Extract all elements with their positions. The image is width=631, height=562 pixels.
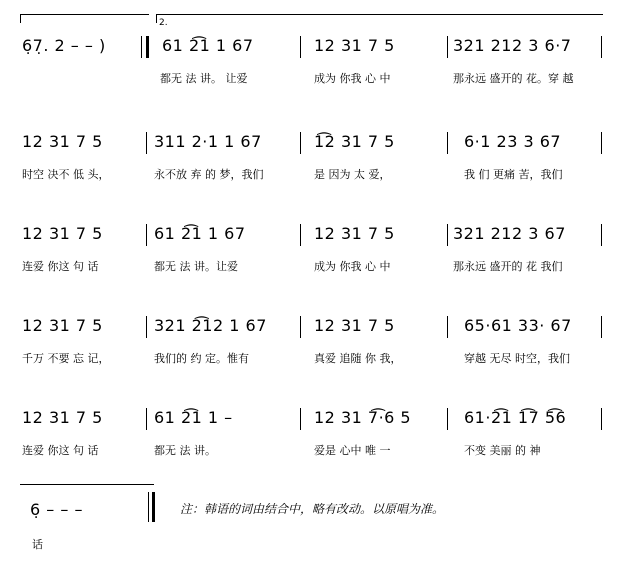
lyric-line: 成为 你我 心 中 [314,260,391,273]
volta-label-2: 2. [159,18,168,28]
barline [601,316,602,338]
barline [447,408,448,430]
measure-notes: 12 31 7 5 [22,224,103,243]
barline [447,36,448,58]
barline [601,224,602,246]
barline [146,224,147,246]
lyric-line: 爱是 心中 唯 一 [314,444,391,457]
measure-notes: 321 2͡12 1 67 [154,316,267,335]
barline [300,224,301,246]
barline [146,408,147,430]
lyric-line: 时空 决不 低 头， [22,168,110,181]
lyric-line: 都无 法 讲。 让爱 [160,72,248,85]
barline [300,408,301,430]
volta-bracket-1 [20,14,149,23]
measure-notes: 321 212 3 6·7 [453,36,572,55]
score-system-2 [0,130,631,190]
measure-notes: 12 31 7͡·6 5 [314,408,412,427]
barline [601,132,602,154]
measure-notes: 321 212 3 67 [453,224,566,243]
final-barline-thick [152,492,155,522]
lyric-line: 不变 美丽 的 神 [464,444,541,457]
barline [300,316,301,338]
lyric-line: 是 因为 太 爱， [314,168,391,181]
lyric-line: 我们的 约 定。惟有 [154,352,249,365]
barline [300,132,301,154]
lyric-line: 那永远 盛开的 花 我们 [453,260,563,273]
lyric-line: 成为 你我 心 中 [314,72,391,85]
lyric-line: 千万 不要 忘 记， [22,352,110,365]
lyric-line: 话 [32,538,43,551]
score-system-3 [0,222,631,282]
measure-notes: 61 2͡1 1 – [154,408,233,427]
barline [447,316,448,338]
footnote: 注：韩语的词由结合中，略有改动。以原唱为准。 [180,502,445,516]
measure-notes: 61 2͡1 1 67 [162,36,254,55]
measure-notes: 65·61 33· 67 [464,316,572,335]
score-system-6 [0,498,631,558]
barline [146,132,147,154]
measure-notes: 12 31 7 5 [22,316,103,335]
lyric-line: 穿越 无尽 时空，我们 [464,352,570,365]
volta-bracket-2 [156,14,603,23]
lyric-line: 都无 法 讲。让爱 [154,260,238,273]
measure-notes: 12 31 7 5 [314,316,395,335]
measure-notes: 6̣ – – – [30,500,83,519]
barline [447,132,448,154]
score-system-5 [0,406,631,466]
measure-notes: 12 31 7 5 [314,36,395,55]
score-system-4 [0,314,631,374]
lyric-line: 连爱 你这 句 话 [22,444,99,457]
lyric-line: 连爱 你这 句 话 [22,260,99,273]
measure-notes: 12 31 7 5 [22,132,103,151]
score-system-1 [0,34,631,94]
final-barline [148,492,149,522]
measure-notes: 61·2͡1 1͡7 5͡6 [464,408,567,427]
barline [601,36,602,58]
barline [146,316,147,338]
repeat-barline-thick [146,36,149,58]
lyric-line: 真爱 追随 你 我， [314,352,402,365]
measure-notes: 6·1 23 3 67 [464,132,562,151]
barline [300,36,301,58]
lyric-line: 永不放 弃 的 梦，我们 [154,168,264,181]
measure-notes: 311 2·1 1 67 [154,132,262,151]
lyric-line: 那永远 盛开的 花。穿 越 [453,72,574,85]
measure-notes: 1͡2 31 7 5 [314,132,395,151]
measure-notes: 6̣7̣. 2 – – ) [22,36,106,55]
repeat-barline [141,36,142,58]
measure-notes: 61 2͡1 1 67 [154,224,246,243]
lyric-line: 我 们 更痛 苦，我们 [464,168,563,181]
lyric-line: 都无 法 讲。 [154,444,216,457]
barline [601,408,602,430]
measure-notes: 12 31 7 5 [314,224,395,243]
barline [447,224,448,246]
measure-notes: 12 31 7 5 [22,408,103,427]
